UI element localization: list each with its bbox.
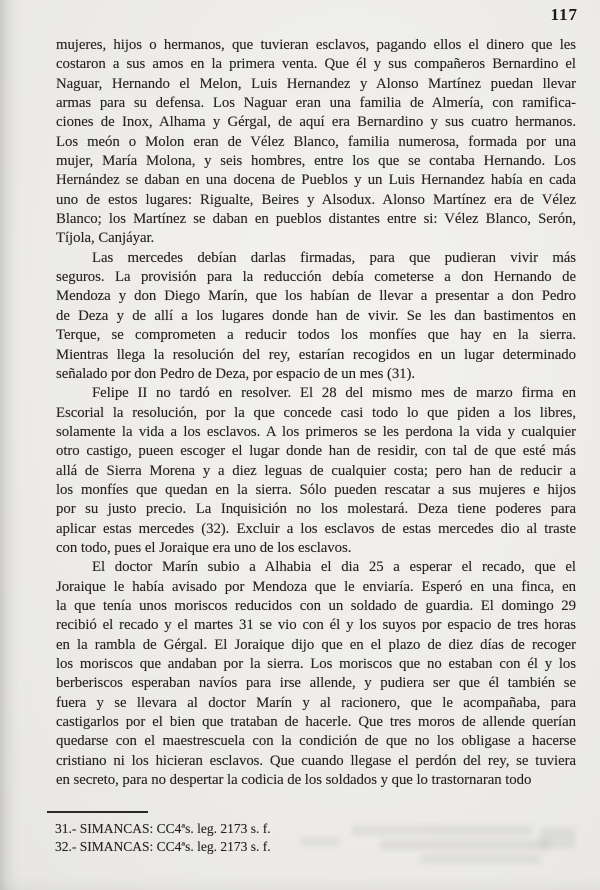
body-text — [56, 36, 576, 790]
text-line: Las mercedes debían darlas firmadas, para que pudieran vivir más — [92, 249, 576, 266]
text-line: Escorial la resolución, por la que concede casi todo lo que piden a los libres, — [56, 404, 576, 421]
text-line: de Deza y de allí a los lugares donde han de vivir. Se les dan bastimentos en — [56, 307, 576, 324]
text-line: Tíjola, Canjáyar. — [56, 230, 155, 247]
text-line: uno de estos lugares: Rigualte, Beires y Alsodux. Alonso Martínez era de Vélez — [56, 191, 576, 208]
text-line: Mientras llega la resolución del rey, estarían recogidos en un lugar determinado — [56, 346, 576, 363]
text-line: Felipe II no tardó en resolver. El 28 del mismo mes de marzo firma en — [92, 385, 576, 402]
text-line: Terque, se comprometen a reducir todos los monfíes que hay en la sierra. — [56, 327, 576, 344]
text-line: mujeres, hijos o hermanos, que tuvieran esclavos, pagando ellos el dinero que les — [56, 37, 576, 53]
text-line: armas para su defensa. Los Naguar eran una familia de Almería, con ramifica- — [56, 95, 576, 112]
text-line: Blanco; los Martínez se daban en pueblos distantes entre si: Vélez Blanco, Serón, — [56, 211, 576, 228]
text-line: en la rambla de Gérgal. El Joraique dijo que en el plazo de diez días de recoger — [56, 636, 576, 653]
text-line: con todo, pues el Joraique era uno de los esclavos. — [56, 539, 352, 556]
text-line: Mendoza y don Diego Marín, que los habían de llevar a presentar a don Pedro — [56, 288, 576, 305]
text-line: Los meón o Molon eran de Vélez Blanco, familia numerosa, formada por una — [56, 133, 576, 150]
text-line: allá de Sierra Morena y a diez leguas de cualquier costa; pero han de reducir a — [56, 462, 576, 479]
paragraph — [56, 249, 576, 384]
paragraph — [56, 36, 576, 249]
text-line: por su justo precio. La Inquisición no los molestará. Deza tiene poderes para — [56, 501, 576, 518]
paragraph — [56, 558, 576, 790]
text-line: recibió el recado y el martes 31 se vio con él y los suyos por espacio de tres horas — [56, 617, 576, 634]
text-line: cristiano ni los hicieran esclavos. Que cuando llegase el perdón del rey, se tuviera — [56, 752, 576, 769]
text-line: solamente la vida a los esclavos. A los primeros se les perdona la vida y cualquier — [56, 423, 576, 440]
footnote-31: 31.- SIMANCAS: CC4ªs. leg. 2173 s. f. — [55, 821, 271, 836]
scan-bottom-shadow — [0, 876, 600, 890]
text-line: Naguar, Hernando el Melon, Luis Hernandez y Alonso Martínez puedan llevar — [56, 75, 576, 92]
text-line: otro castigo, pueen escoger el lugar donde han de residir, con tal de que esté más — [56, 443, 576, 460]
text-line: la que tenía unos moriscos reducidos con un soldado de guardia. El domingo 29 — [56, 597, 576, 614]
text-line: los moriscos que andaban por la sierra. Los moriscos que no estaban con él y los — [56, 656, 576, 672]
text-line: castigarlos por el bien que trataban de hacerle. Que tres moros de allende querían — [56, 714, 576, 731]
text-line: Hernández se daban en una docena de Pueblos y un Luis Hernandez había en cada — [56, 172, 576, 189]
page-number: 117 — [550, 5, 578, 24]
text-line: quedarse con el maestrescuela con la condición de que no los obligase a hacerse — [56, 733, 576, 750]
text-line: berberiscos esperaban navíos para irse allende, y pudiera ser que él también se — [56, 675, 576, 692]
text-line: aplicar estas mercedes (32). Excluir a los esclavos de estas mercedes dio al traste — [56, 520, 576, 537]
paragraph — [56, 384, 576, 558]
footnotes — [55, 820, 475, 855]
text-line: ciones de Inox, Alhama y Gérgal, de aquí era Bernardino y sus cuatro hermanos. — [56, 114, 576, 131]
scan-smudge — [420, 855, 540, 863]
footnote-separator-rule — [47, 811, 148, 813]
text-line: seguros. La provisión para la reducción debía cometerse a don Hernando de — [56, 269, 576, 286]
footnote-32: 32.- SIMANCAS: CC4ªs. leg. 2173 s. f. — [55, 838, 271, 854]
text-line: fuera y se llevara al doctor Marín y al racionero, que le acompañaba, para — [56, 694, 576, 711]
text-line: Joraique le había avisado por Mendoza que le enviaría. Esperó en una finca, en — [56, 578, 576, 595]
text-line: El doctor Marín subio a Alhabia el dia 25 a esperar el recado, que el — [92, 559, 576, 576]
scan-gutter-shadow — [0, 0, 26, 890]
text-line: mujer, María Molona, y seis hombres, entre los que se contaba Hernando. Los — [56, 153, 576, 170]
text-line: costaron a sus amos en la primera venta. Que él y sus compañeros Bernardino el — [56, 56, 576, 73]
scan-smudge — [540, 828, 575, 848]
text-line: señalado por don Pedro de Deza, por espacio de un mes (31). — [56, 365, 416, 382]
text-line: los monfíes que quedan en la sierra. Sólo pueden rescatar a sus mujeres e hijos — [56, 481, 576, 498]
text-line: en secreto, para no despertar la codicia de los soldados y que lo trastornaran todo — [56, 772, 532, 789]
